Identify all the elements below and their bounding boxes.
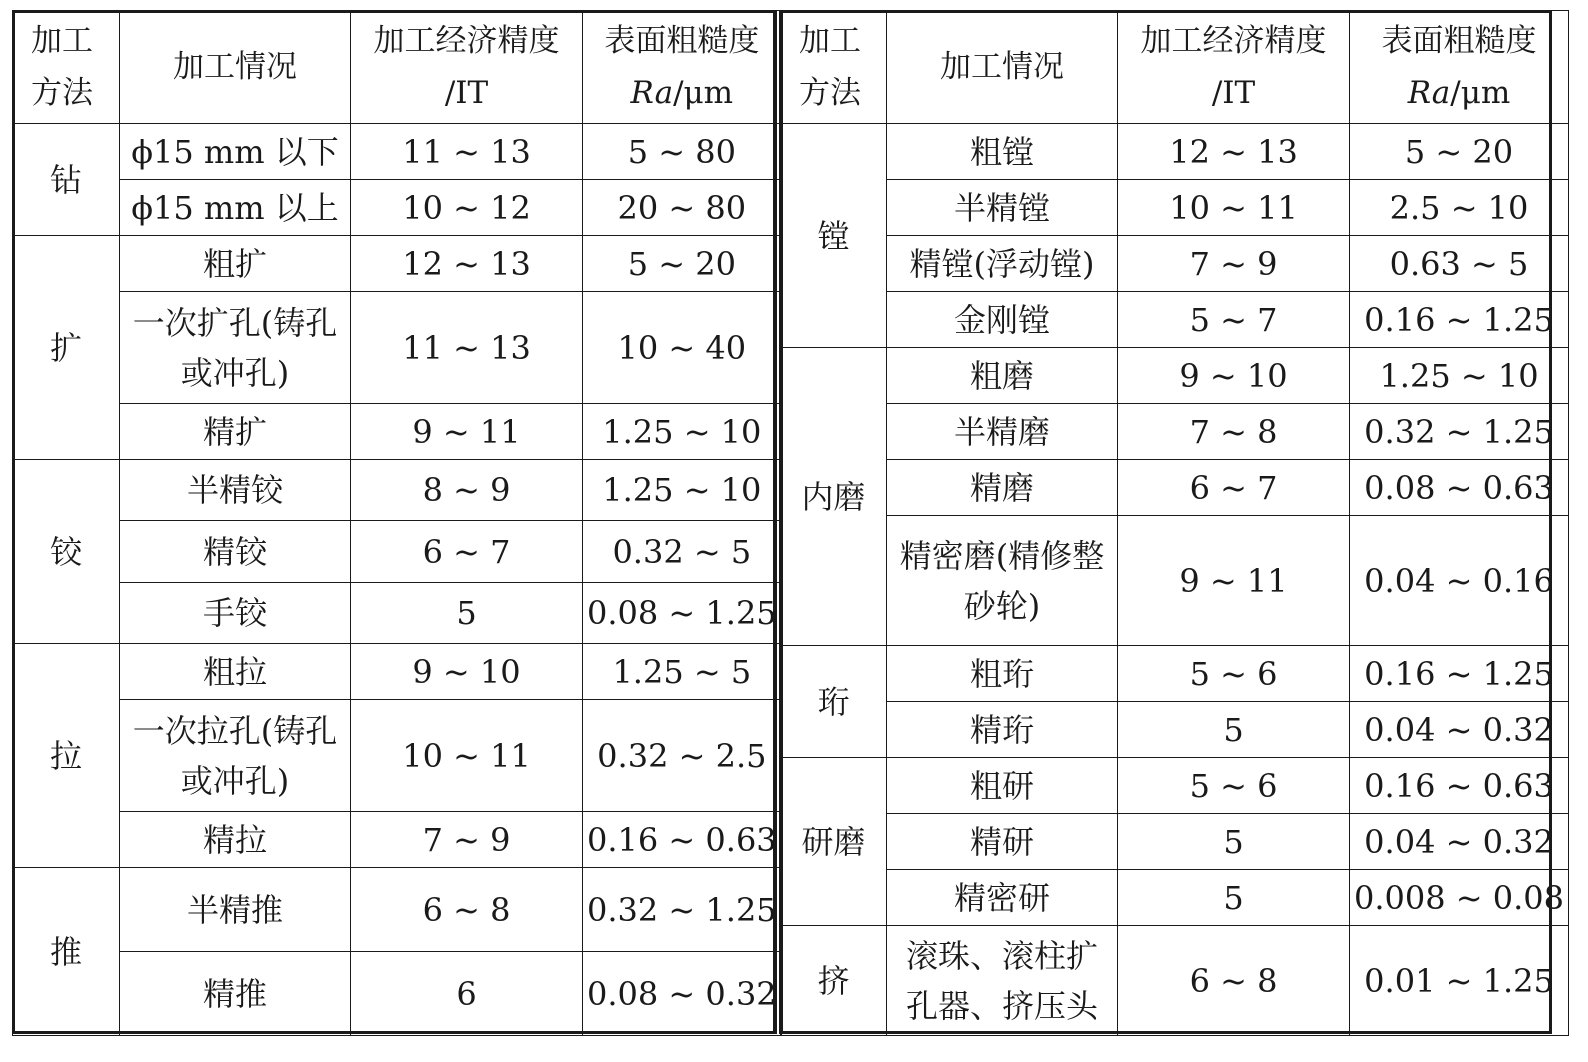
roughness-cell: 0.04 ~ 0.32 — [1350, 814, 1569, 870]
table-row — [781, 404, 1569, 460]
condition-cell: 精推 — [120, 952, 351, 1036]
table-row — [13, 952, 782, 1036]
condition-cell: 粗磨 — [887, 348, 1118, 404]
condition-cell: 粗扩 — [120, 236, 351, 292]
condition-cell: 一次拉孔(铸孔或冲孔) — [120, 700, 351, 812]
precision-cell: 6 ~ 8 — [1118, 926, 1350, 1036]
header-method-line1: 加工 — [31, 23, 93, 59]
table-row — [781, 646, 1569, 702]
condition-cell: 精研 — [887, 814, 1118, 870]
precision-cell: 6 ~ 8 — [351, 868, 583, 952]
condition-cell: 手铰 — [120, 583, 351, 644]
header-roughness-line2 — [587, 67, 777, 119]
roughness-cell: 0.63 ~ 5 — [1350, 236, 1569, 292]
table-row — [781, 236, 1569, 292]
roughness-cell: 0.16 ~ 0.63 — [583, 812, 782, 868]
left-header-method — [13, 11, 120, 124]
left-table — [12, 10, 782, 1036]
header-method-line1: 加工 — [799, 23, 861, 59]
header-precision-line2: /IT — [1211, 75, 1256, 111]
table-row — [13, 700, 782, 812]
precision-cell: 5 ~ 6 — [1118, 758, 1350, 814]
condition-cell: 半精铰 — [120, 460, 351, 521]
roughness-cell: 1.25 ~ 10 — [583, 404, 782, 460]
roughness-cell: 20 ~ 80 — [583, 180, 782, 236]
condition-cell: 精拉 — [120, 812, 351, 868]
precision-cell: 12 ~ 13 — [351, 236, 583, 292]
precision-cell: 7 ~ 9 — [351, 812, 583, 868]
left-header-precision — [351, 11, 583, 124]
table-row — [781, 870, 1569, 926]
precision-cell: 7 ~ 9 — [1118, 236, 1350, 292]
roughness-cell: 5 ~ 80 — [583, 124, 782, 180]
right-table — [780, 10, 1569, 1036]
right-header-method — [781, 11, 887, 124]
precision-cell: 9 ~ 11 — [351, 404, 583, 460]
roughness-cell: 0.16 ~ 1.25 — [1350, 292, 1569, 348]
header-roughness-line1: 表面粗糙度 — [604, 23, 760, 59]
header-method-line2: 方法 — [31, 75, 93, 111]
table-row — [781, 348, 1569, 404]
condition-cell: 金刚镗 — [887, 292, 1118, 348]
table-row — [781, 702, 1569, 758]
table-row — [13, 583, 782, 644]
table-row — [781, 460, 1569, 516]
roughness-cell: 1.25 ~ 10 — [583, 460, 782, 521]
roughness-cell: 5 ~ 20 — [1350, 124, 1569, 180]
table-row — [781, 814, 1569, 870]
condition-cell: 精铰 — [120, 521, 351, 583]
precision-cell: 9 ~ 10 — [351, 644, 583, 700]
method-cell: 挤 — [781, 926, 887, 1036]
method-cell: 拉 — [13, 644, 120, 868]
table-row — [13, 236, 782, 292]
header-precision-line1: 加工经济精度 — [1140, 23, 1327, 59]
roughness-cell: 0.08 ~ 1.25 — [583, 583, 782, 644]
roughness-cell: 0.008 ~ 0.08 — [1350, 870, 1569, 926]
header-roughness-ra: Ra — [1407, 75, 1451, 111]
right-header-condition: 加工情况 — [887, 11, 1118, 124]
condition-cell: 一次扩孔(铸孔或冲孔) — [120, 292, 351, 404]
left-header-roughness — [583, 11, 782, 124]
roughness-cell: 0.08 ~ 0.32 — [583, 952, 782, 1036]
precision-cell: 10 ~ 12 — [351, 180, 583, 236]
precision-cell: 5 — [1118, 814, 1350, 870]
method-cell: 内磨 — [781, 348, 887, 646]
condition-cell: 精珩 — [887, 702, 1118, 758]
condition-cell: 半精镗 — [887, 180, 1118, 236]
precision-cell: 5 — [1118, 870, 1350, 926]
precision-cell: 9 ~ 10 — [1118, 348, 1350, 404]
method-cell: 镗 — [781, 124, 887, 348]
condition-cell: ϕ15 mm 以下 — [120, 124, 351, 180]
header-roughness-unit: /μm — [1450, 75, 1511, 111]
precision-cell: 5 ~ 7 — [1118, 292, 1350, 348]
table-row — [13, 124, 782, 180]
method-cell: 扩 — [13, 236, 120, 460]
precision-cell: 10 ~ 11 — [1118, 180, 1350, 236]
roughness-cell: 2.5 ~ 10 — [1350, 180, 1569, 236]
table-row — [781, 516, 1569, 646]
right-header-roughness — [1350, 11, 1569, 124]
header-roughness-ra: Ra — [630, 75, 674, 111]
header-precision-line1: 加工经济精度 — [373, 23, 560, 59]
header-roughness-line1: 表面粗糙度 — [1381, 23, 1537, 59]
header-roughness-unit: /μm — [673, 75, 734, 111]
roughness-cell: 0.16 ~ 1.25 — [1350, 646, 1569, 702]
condition-cell: 粗镗 — [887, 124, 1118, 180]
roughness-cell: 0.04 ~ 0.32 — [1350, 702, 1569, 758]
roughness-cell: 0.32 ~ 2.5 — [583, 700, 782, 812]
left-header-row — [13, 11, 782, 124]
precision-cell: 5 — [351, 583, 583, 644]
precision-cell: 6 — [351, 952, 583, 1036]
roughness-cell: 10 ~ 40 — [583, 292, 782, 404]
condition-cell: 半精磨 — [887, 404, 1118, 460]
precision-cell: 11 ~ 13 — [351, 124, 583, 180]
table-row — [781, 926, 1569, 1036]
roughness-cell: 0.32 ~ 5 — [583, 521, 782, 583]
condition-cell: 滚珠、滚柱扩孔器、挤压头 — [887, 926, 1118, 1036]
table-row — [781, 292, 1569, 348]
roughness-cell: 5 ~ 20 — [583, 236, 782, 292]
condition-cell: 精磨 — [887, 460, 1118, 516]
precision-cell: 12 ~ 13 — [1118, 124, 1350, 180]
condition-cell: 精扩 — [120, 404, 351, 460]
table-row — [13, 460, 782, 521]
condition-cell: 粗研 — [887, 758, 1118, 814]
method-cell: 钻 — [13, 124, 120, 236]
precision-cell: 9 ~ 11 — [1118, 516, 1350, 646]
roughness-cell: 1.25 ~ 5 — [583, 644, 782, 700]
condition-cell: 精镗(浮动镗) — [887, 236, 1118, 292]
roughness-cell: 0.32 ~ 1.25 — [1350, 404, 1569, 460]
table-row — [13, 292, 782, 404]
method-cell: 铰 — [13, 460, 120, 644]
table-row — [13, 521, 782, 583]
header-precision-line2: /IT — [444, 75, 489, 111]
table-row — [13, 868, 782, 952]
roughness-cell: 0.08 ~ 0.63 — [1350, 460, 1569, 516]
condition-cell: 半精推 — [120, 868, 351, 952]
precision-cell: 5 ~ 6 — [1118, 646, 1350, 702]
header-roughness-line2 — [1354, 67, 1564, 119]
table-row — [781, 124, 1569, 180]
condition-cell: 粗珩 — [887, 646, 1118, 702]
roughness-cell: 1.25 ~ 10 — [1350, 348, 1569, 404]
precision-cell: 5 — [1118, 702, 1350, 758]
table-row — [13, 812, 782, 868]
table-row — [13, 644, 782, 700]
header-method-line2: 方法 — [799, 75, 861, 111]
precision-cell: 6 ~ 7 — [351, 521, 583, 583]
condition-cell: 精密研 — [887, 870, 1118, 926]
right-header-row — [781, 11, 1569, 124]
right-header-precision — [1118, 11, 1350, 124]
roughness-cell: 0.32 ~ 1.25 — [583, 868, 782, 952]
left-header-condition: 加工情况 — [120, 11, 351, 124]
method-cell: 推 — [13, 868, 120, 1036]
table-row — [13, 404, 782, 460]
condition-cell: 精密磨(精修整砂轮) — [887, 516, 1118, 646]
precision-cell: 11 ~ 13 — [351, 292, 583, 404]
precision-cell: 10 ~ 11 — [351, 700, 583, 812]
method-cell: 研磨 — [781, 758, 887, 926]
table-row — [781, 758, 1569, 814]
precision-cell: 8 ~ 9 — [351, 460, 583, 521]
method-cell: 珩 — [781, 646, 887, 758]
roughness-cell: 0.16 ~ 0.63 — [1350, 758, 1569, 814]
condition-cell: 粗拉 — [120, 644, 351, 700]
table-row — [781, 180, 1569, 236]
table-row — [13, 180, 782, 236]
roughness-cell: 0.04 ~ 0.16 — [1350, 516, 1569, 646]
precision-cell: 6 ~ 7 — [1118, 460, 1350, 516]
precision-cell: 7 ~ 8 — [1118, 404, 1350, 460]
condition-cell: ϕ15 mm 以上 — [120, 180, 351, 236]
roughness-cell: 0.01 ~ 1.25 — [1350, 926, 1569, 1036]
